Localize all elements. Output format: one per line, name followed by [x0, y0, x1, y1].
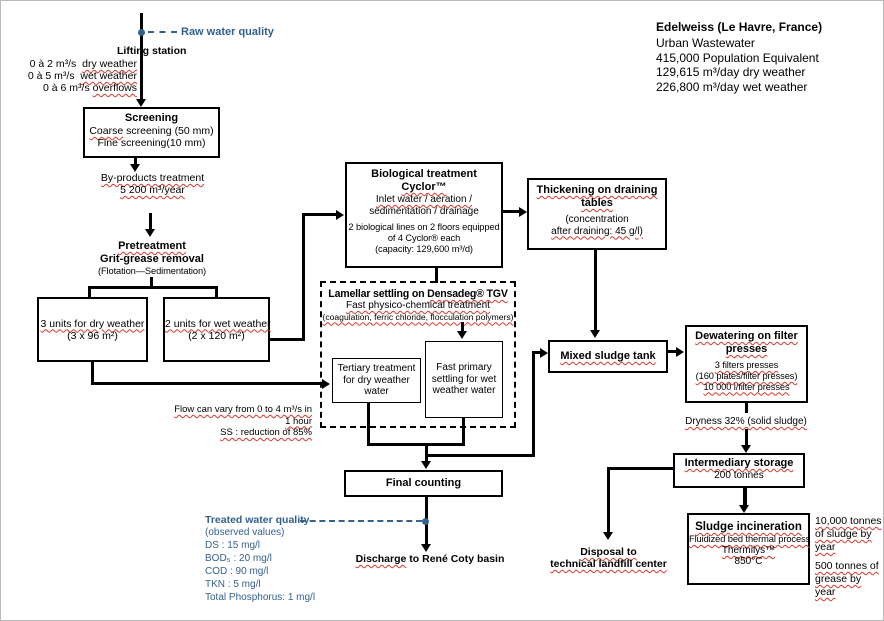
sludge-line	[425, 454, 535, 457]
dewatering-line: 10 000 l/filter presses	[703, 381, 790, 392]
flow-line	[302, 213, 336, 216]
sludge-line	[532, 351, 535, 457]
final-counting-box	[344, 470, 503, 497]
thickening-title: Thickening on draining	[536, 184, 658, 196]
biological-line: 2 biological lines on 2 floors equipped	[348, 222, 500, 232]
flow-line	[215, 286, 218, 297]
sludge-line	[532, 351, 540, 354]
dewatering-line: (160 plates/filter presses)	[695, 370, 798, 381]
storage-title: Intermediary storage	[684, 457, 794, 469]
treated-water-title: Treated water quality	[205, 514, 310, 526]
biological-line: of 4 Cyclor® each	[387, 232, 461, 243]
treated-water-line: DS : 15 mg/l	[205, 540, 261, 551]
plant-fact-line: 226,800 m³/day wet weather	[656, 79, 808, 94]
pretreatment-title: Pretreatment	[118, 240, 186, 252]
thickening-line: (concentration	[565, 214, 629, 225]
treated-water-quality	[205, 514, 315, 604]
arrowhead-right	[336, 210, 344, 220]
flow-line	[607, 467, 673, 470]
discharge-word: Discharge	[355, 553, 407, 565]
arrowhead-down	[421, 544, 431, 552]
treated-water-marker	[422, 518, 429, 525]
incineration-title: Sludge incineration	[695, 521, 802, 533]
thickening-line: after draining: 45 g/l)	[551, 225, 643, 237]
disposal-line: technical landfill center	[550, 558, 667, 570]
final-counting-title: Final counting	[385, 477, 462, 489]
rate-label: dry weather	[82, 58, 137, 70]
treated-water-line: COD : 90 mg/l	[205, 566, 269, 577]
raw-water-quality-label: Raw water quality	[181, 26, 274, 38]
biological-brand: Cyclor™	[401, 181, 447, 193]
flow-line	[462, 418, 465, 446]
pretreatment-subtitle: Grit-grease removal	[100, 253, 204, 265]
raw-water-marker	[138, 29, 145, 36]
arrowhead-down	[130, 164, 140, 172]
wet-weather-units-box	[163, 297, 270, 362]
byproducts-line: By-products treatment	[100, 172, 205, 184]
dewatering-title: Dewatering on filter	[695, 330, 798, 342]
discharge-label	[355, 553, 505, 565]
note-line: SS : reduction of 85%	[220, 427, 312, 438]
plant-fact-line: Urban Wastewater	[656, 36, 755, 50]
arrowhead-right	[540, 348, 548, 358]
tertiary-treatment-box	[332, 358, 421, 403]
flow-line	[88, 286, 218, 289]
lifting-station-rates	[28, 58, 137, 94]
screening-title: Screening	[124, 112, 179, 124]
arrowhead-down	[741, 445, 751, 453]
rate-value: 0 à 2 m³/s	[29, 58, 77, 70]
flow-line	[503, 210, 519, 213]
plant-fact-line: 415,000 Population Equivalent	[656, 50, 819, 65]
note-paragraph: 500 tonnes of grease by year	[815, 560, 879, 598]
fast-primary-line: Fast primary	[436, 362, 492, 374]
flow-line	[302, 213, 305, 341]
lamellar-line: (coagulation, ferric chloride, flocculation polymers)	[322, 311, 514, 322]
incineration-throughput-note	[815, 515, 883, 599]
rate-value: 0 à 5 m³/s	[27, 70, 75, 82]
lifting-rate-row	[28, 82, 137, 94]
units-line: 3 units for dry weather	[40, 317, 145, 330]
flow-line	[745, 403, 748, 413]
lifting-rate-row	[28, 58, 137, 70]
flow-line	[367, 403, 370, 446]
arrowhead-right	[676, 347, 684, 357]
arrowhead-down	[739, 505, 749, 513]
fast-primary-line: weather water	[432, 385, 496, 397]
lamellar-brand: Densadeg® TGV	[427, 288, 508, 300]
plant-fact-line: 129,615 m³/day dry weather	[656, 65, 806, 79]
byproducts-note	[85, 172, 220, 196]
note-line: 1 hour	[285, 415, 312, 427]
lifting-rate-row	[28, 70, 137, 82]
flow-line	[149, 213, 152, 230]
sludge-incineration-box	[687, 513, 810, 585]
units-line: (3 x 96 m²)	[67, 329, 118, 342]
arrowhead-down	[457, 331, 467, 339]
treated-water-line: (observed values)	[205, 527, 285, 538]
note-paragraph: 10,000 tonnes of sludge by year	[815, 515, 882, 553]
treated-water-dashed-line	[300, 520, 422, 522]
arrowhead-down	[136, 99, 146, 107]
biological-line: sedimentation / drainage	[369, 205, 479, 217]
screening-line: Fine screening(10 mm)	[97, 137, 206, 149]
note-line: Flow can vary from 0 to 4 m³/s in	[174, 404, 312, 415]
mixed-sludge-title: Mixed sludge tank	[560, 350, 656, 362]
arrowhead-down	[421, 461, 431, 469]
treated-water-line: TKN : 5 mg/l	[205, 579, 261, 590]
storage-capacity: 200 tonnes	[714, 470, 764, 481]
dewatering-box	[685, 325, 808, 403]
tertiary-line: water	[364, 386, 389, 398]
incineration-brand: Thermilys™	[721, 544, 776, 556]
lifting-station-title: Lifting station	[117, 45, 187, 57]
arrowhead-down	[145, 229, 155, 237]
plant-facts	[656, 36, 881, 94]
tertiary-line: Tertiary treatment	[337, 363, 416, 375]
flow-line	[594, 250, 597, 331]
screening-word: Coarse	[89, 125, 124, 137]
flow-line	[743, 488, 747, 506]
disposal-label	[545, 546, 672, 570]
flow-line	[91, 382, 322, 385]
flow-line	[745, 429, 748, 446]
biological-treatment-box	[345, 162, 503, 268]
arrowhead-right	[519, 207, 527, 217]
rate-value: 0 à 6 m³/s	[43, 82, 90, 94]
screening-box	[83, 107, 220, 158]
byproducts-line: 5 200 m³/year	[120, 184, 185, 196]
screening-line	[85, 125, 218, 137]
dryness-note: Dryness 32% (solid sludge)	[685, 416, 807, 427]
discharge-text: to René Coty basin	[406, 553, 505, 565]
tertiary-line: for dry weather	[343, 374, 410, 386]
treated-water-line: BOD₅ : 20 mg/l	[205, 553, 272, 564]
units-line: (2 x 120 m²)	[188, 329, 245, 342]
disposal-line: Disposal to	[580, 546, 637, 558]
biological-title: Biological treatment	[371, 168, 477, 180]
flow-line	[425, 443, 428, 462]
thickening-box	[527, 178, 667, 250]
treated-water-line: Total Phosphorus: 1 mg/l	[205, 592, 316, 603]
flow-variability-note	[174, 404, 312, 439]
arrowhead-down	[603, 532, 613, 540]
lamellar-title-text: Lamellar settling on	[328, 288, 428, 300]
pretreatment-heading	[77, 240, 227, 277]
lamellar-title	[322, 288, 514, 300]
incineration-line: Fluidized bed thermal process	[689, 534, 811, 544]
dewatering-line: 3 filters presses	[714, 360, 779, 370]
mixed-sludge-tank-box	[548, 340, 668, 373]
intermediary-storage-box	[673, 453, 805, 488]
rate-label: wet weather	[80, 70, 137, 82]
pretreatment-process: (Flotation—Sedimentation)	[97, 266, 207, 276]
flow-line	[270, 338, 305, 341]
screening-word: screening (50 mm)	[123, 125, 214, 137]
biological-line: (capacity: 129,600 m³/d)	[375, 243, 473, 254]
fast-primary-line: settling for wet	[431, 373, 497, 385]
lamellar-line: Fast physico-chemical treatment	[346, 300, 490, 311]
flow-line	[607, 467, 610, 533]
biological-line: Inlet water / aeration /	[375, 194, 473, 205]
dewatering-title: presses	[725, 343, 768, 355]
fast-primary-settling-box	[425, 341, 503, 418]
incineration-temperature: 850°C	[734, 556, 763, 568]
arrowhead-down	[590, 330, 600, 338]
thickening-title: tables	[581, 197, 613, 209]
units-line: 2 units for wet weather	[165, 317, 271, 330]
rate-label: overflows	[92, 82, 137, 94]
dry-weather-units-box	[37, 297, 148, 362]
flow-line	[88, 286, 91, 297]
flow-line	[367, 443, 465, 446]
plant-title: Edelweiss (Le Havre, France)	[656, 20, 823, 34]
raw-water-dashed-line	[148, 31, 177, 33]
